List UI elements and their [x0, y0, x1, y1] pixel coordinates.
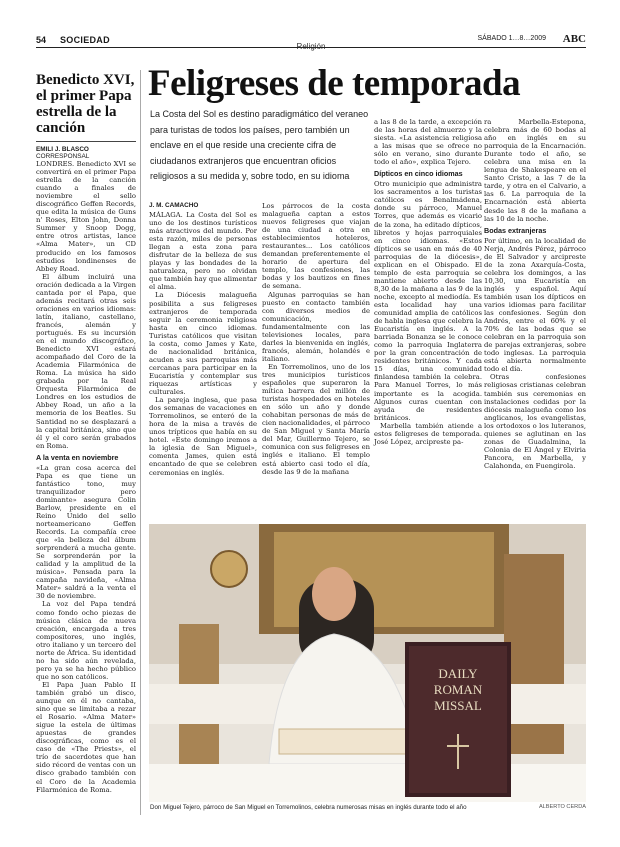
paragraph: Marbella también atiende a estos feligreses de temporada. José López, arcipreste pa- [374, 421, 482, 446]
byline-name: EMILI J. BLASCO [36, 146, 89, 153]
article-column-4 [484, 118, 586, 470]
paragraph: El álbum incluirá una oración dedicada a la Virgen cantada por el Papa, que además recitará otras seis oraciones en varios idiomas: latín, italiano, castellano, francés, alemán y portugués. Es su incursión en el mundo discográfico, Benedicto XVI estará acompañado del Coro de la Academia Filarmónica de Roma. La música ha sido grabada por la Real Orquesta Filarmónica de Londres en los estudios de Abbey Road, un año a la memoria de los Beatles. Su Santidad no se desplazará a la capital británica, sino que él y el coro serán grabados en Roma. [36, 272, 136, 450]
article-column-3 [374, 118, 482, 446]
sidebar-byline [36, 146, 136, 160]
paragraph: LONDRES. Benedicto XVI se convertirá en el primer Papa estrella de la canción cuando a finales de noviembre el sello discográfico Geffen Records, que edita la música de Guns n' Roses, Elton John, Donna Summer y Snoop Dogg, entre otros artistas, lance «Alma Mater», un CD producido en los famosos estudios londinenses de Abbey Road. [36, 160, 136, 273]
page-number: 54 [36, 35, 47, 45]
paragraph: Otro municipio que administra los sacramentos a los turistas católicos es Benalmádena, donde su párroco, Manuel Torres, que además es vicario de la zona, ha editado dípticos, libretos y hojas parroquiales en cinco idiomas. «Estos dípticos se usan en más de 40 parroquias de la diócesis», explican en el Obispado. El templo de esta parroquia se mantiene abierto desde las 8,30 de la mañana a las 9 de la noche, excepto al mediodía. Es esta localidad hay una comunidad amplia de católicos de habla inglesa que celebra la Eucaristía en inglés. A la barriada Bonanza se le conoce como la parroquia Inglaterra por la gran concentración de residentes británicos. Y cada 15 días, una comunidad finlandesa también la celebra. Para Manuel Torres, lo más importante es la acogida. Algunos curas cuentan con ayuda de residentes británicos. [374, 180, 482, 422]
priest-reading-missal-illustration [149, 524, 586, 802]
column-divider [140, 70, 141, 815]
article-title: Feligreses de temporada [148, 63, 521, 104]
paragraph: El Papa Juan Pablo II también grabó un disco, aunque en él no cantaba, sino que se limitaba a rezar el Rosario. «Alma Mater» sigue la estela de últimas apuestas de grandes discográficas, como es el caso de «The Priests», el trío de sacerdotes que han sido récord de ventas con un disco grabado también con el Coro de la Academia Filarmónica de Roma. [36, 680, 136, 794]
article-column-1 [149, 202, 257, 477]
sidebar-body [36, 160, 136, 450]
paragraph: Otras confesiones religiosas cristianas celebran también sus ceremonias en instalaciones cedidas por la diócesis malagueña como los anglicanos, los evangelistas, los ortodoxos o los luteranos, quienes se aglutinan en las zonas de Guadalmina, la Colonia de El Ángel y Elviria Pancora, en Marbella, y Calahonda, en Fuengirola. [484, 373, 586, 470]
sidebar-subhead: A la venta en noviembre [36, 452, 119, 462]
paragraph: MÁLAGA. La Costa del Sol es uno de los destinos turísticos más atractivos del mundo. Por esta razón, miles de personas llegan a esta zona para disfrutar de la belleza de sus playas y las bondades de la naturaleza, pero no olvidan que también hay que alimentar el alma. [149, 211, 257, 292]
paragraph: «La gran cosa acerca del Papa es que tiene un fantástico tono, muy tranquilizador pero dominante» asegura Colin Barlow, presidente en el Reino Unido del sello norteamericano Geffen Records. La compañía cree que «la belleza del álbum sorprenderá a mucha gente. Se sorprenderán por la calidad y la amplitud de la música». Pensada para la campaña navideña, «Alma Mater» saldrá a la venta el 30 de noviembre. [36, 463, 136, 601]
paragraph: ra Marbella-Estepona, celebra más de 60 bodas al año en inglés en su parroquia de la Encarnación. Durante todo el año, se celebra una misa en la lengua de Shakespeare en el Santo Cristo, a las 7 de la tarde, y otra en el Calvario, a las 6. La parroquia de la Encarnación está abierta desde las 8 de la mañana a las 10 de la noche. [484, 118, 586, 223]
column-subhead: Bodas extranjeras [484, 225, 547, 235]
column-subhead: Dípticos en cinco idiomas [374, 169, 463, 179]
section-name: SOCIEDAD [60, 35, 110, 45]
paragraph: La Diócesis malagueña posibilita a sus feligreses extranjeros de temporada seguir la ceremonia religiosa hasta en cinco idiomas. Turistas católicos que visitan la costa, como James y Kate, de nacionalidad británica, acuden a sus parroquias más cercanas para participar en la Eucaristía y contemplar sus riquezas artísticas y culturales. [149, 291, 257, 397]
newspaper-logo: ABC [562, 33, 586, 45]
article-lede: La Costa del Sol es destino paradigmático del veraneo para turistas de todos los países, pero también un enclave en el que reside una creciente cifra de ciudadanos extranjeros que encuentran oficios religiosos a su medida y, sobre todo, en su idioma [150, 109, 369, 181]
category-label: Religión [296, 42, 326, 51]
book-title-line1: DAILY [438, 666, 478, 681]
photo-credit: ALBERTO CERDA [538, 804, 586, 810]
paragraph: Los párrocos de la costa malagueña captan a estos nuevos feligreses que viajan de una ciudad a otra en establecimientos hoteleros, restaurantes... Los católicos demandan preferentemente el horario de apertura del templo, las confesiones, las bodas y los bautizos en fines de semana. [262, 202, 370, 291]
header-rule [36, 47, 586, 48]
paragraph: Algunas parroquias se han puesto en contacto también con diversos medios de comunicación, fundamentalmente con las televisiones locales, para darles la bienvenida en inglés, francés, alemán, holandés e italiano. [262, 290, 370, 363]
article-byline: J. M. CAMACHO [149, 202, 199, 209]
paragraph: La pareja inglesa, que pasa dos semanas de vacaciones en Torremolinos, se enteró de la hora de la misa a través de unos trípticos que había en su hotel. «Este domingo iremos a la iglesia de San Miguel», comenta James, quien está encantado de que se celebren ceremonias en inglés. [149, 396, 257, 477]
paragraph: La voz del Papa tendrá como fondo ocho piezas de música clásica de nueva creación, encargada a tres compositores, uno inglés, otro italiano y un tercero del norte de África. Su identidad no ha sido aún revelada, pero ya se ha hecho público que no son católicos. [36, 600, 136, 681]
photo-caption: Don Miguel Tejero, párroco de San Miguel en Torremolinos, celebra numerosas misas en inglés durante todo el año [150, 804, 467, 811]
sidebar-title: Benedicto XVI, el primer Papa estrella de la canción [36, 72, 135, 136]
paragraph: Por último, en la localidad de Nerja, Andrés Pérez, párroco de El Salvador y arcipreste de la zona Axarquía-Costa, celebra los domingos, a las 10,30, una Eucaristía en inglés y español. Aquí también usan los dípticos en varios idiomas para facilitar las confesiones. Según don Andrés, entre el 60% y el 70% de las bodas que se celebran en la parroquia son de parejas extranjeras, sobre todo inglesas. La parroquia está abierta normalmente todo el día. [484, 236, 586, 374]
sidebar-story [36, 72, 136, 794]
issue-date: SÁBADO 1…8…2009 [477, 35, 546, 42]
byline-role: CORRESPONSAL [36, 153, 90, 160]
paragraph: En Torremolinos, uno de los tres municipios turísticos españoles que superaron la mítica barrera del millón de turistas hospedados en hoteles en sólo un año y donde cohabitan personas de más de cien nacionalidades, el párroco de San Miguel y Santa María del Mar, Guillermo Tejero, se comunica con sus feligreses en inglés e italiano. El templo está abierto casi todo el día, desde las 9 de la mañana [262, 362, 370, 476]
book-title-line2: ROMAN [433, 682, 483, 697]
page-header [36, 33, 586, 51]
book-title-line3: MISSAL [434, 698, 482, 713]
article-column-2 [262, 202, 370, 476]
sidebar-rule [36, 141, 136, 142]
paragraph: a las 8 de la tarde, a excepción de las horas del almuerzo y la siesta. «La asistencia religiosa a las misas que se ofrece no sólo en verano, sino durante todo el año», explica Tejero. [374, 118, 482, 167]
article-photo [149, 524, 586, 802]
sidebar-body-2 [36, 464, 136, 794]
